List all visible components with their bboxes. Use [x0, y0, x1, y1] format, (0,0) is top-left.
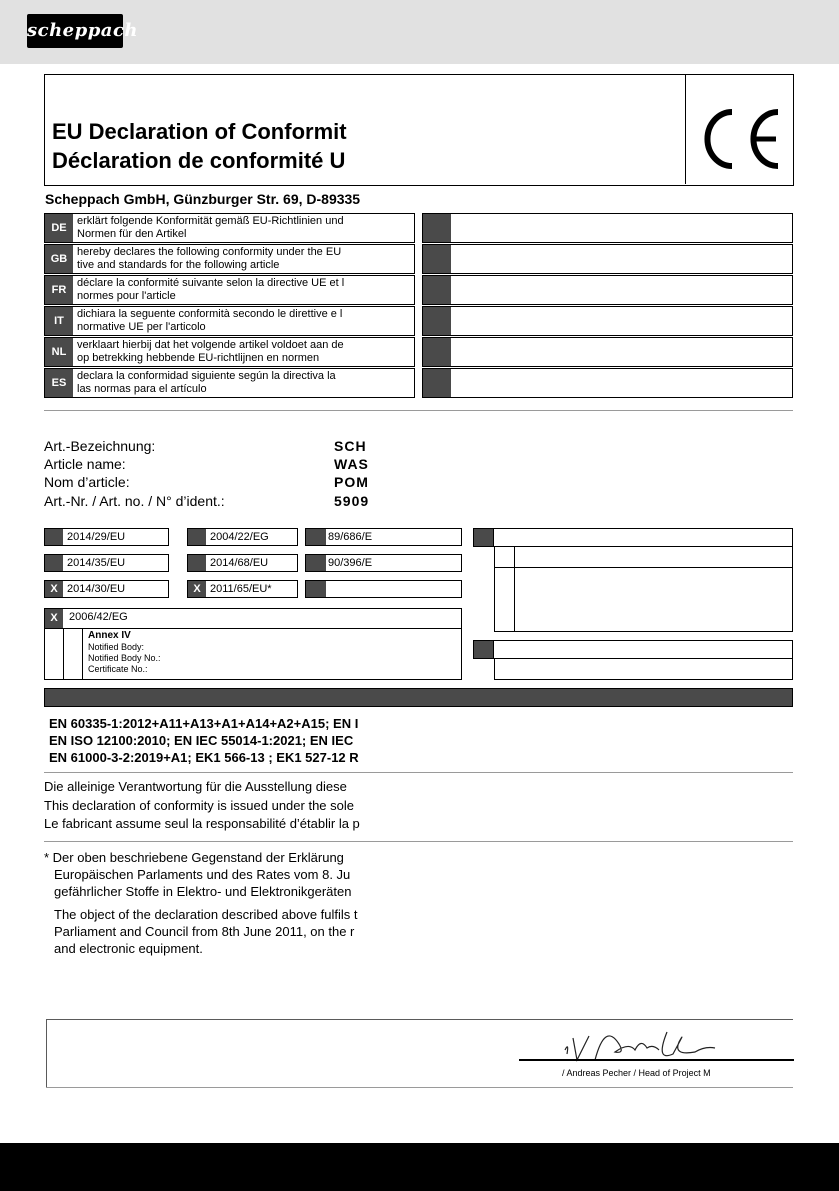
directive-code: 2006/42/EG [69, 611, 128, 623]
responsibility-text: Le fabricant assume seul la responsabilité d’établir la p [44, 816, 360, 831]
lang-row-it [44, 306, 415, 336]
lang-code-square [423, 245, 451, 273]
footnote-text: Europäischen Parlaments und des Rates vom 8. Ju [54, 867, 351, 882]
directive-mark [188, 555, 206, 571]
ce-mark-icon [686, 74, 794, 184]
lang-text-line2: Normen für den Artikel [77, 228, 187, 240]
standards-line: EN ISO 12100:2010; EN IEC 55014-1:2021; EN IEC [49, 733, 354, 748]
article-label: Nom d’article: [44, 474, 130, 490]
directive-mark [306, 581, 326, 597]
article-label: Art.-Nr. / Art. no. / N° d’ident.: [44, 493, 225, 509]
machinery-directive-header [45, 609, 461, 629]
lang-text-line1: declara la conformidad siguiente según la directiva la [77, 370, 336, 382]
divider [44, 841, 793, 842]
divider [46, 1019, 793, 1020]
directive-code: 2014/30/EU [67, 583, 126, 595]
lang-row-right [422, 275, 793, 305]
lang-text-line1: déclare la conformité suivante selon la directive UE et l [77, 277, 345, 289]
company-address: Scheppach GmbH, Günzburger Str. 69, D-89335 [45, 191, 361, 207]
divider [46, 1087, 793, 1088]
divider [44, 772, 793, 773]
directive-mark: X [188, 581, 206, 597]
directive-checkbox [305, 580, 462, 598]
declaration-title-fr: Déclaration de conformité U [52, 148, 346, 173]
directive-checkbox [187, 528, 298, 546]
directive-field [494, 528, 793, 547]
footnote-text: and electronic equipment. [54, 941, 203, 956]
responsibility-text: Die alleinige Verantwortung für die Ausstellung diese [44, 779, 347, 794]
directive-code: 2014/68/EU [210, 557, 269, 569]
lang-text-line2: normative UE per l'articolo [77, 321, 206, 333]
ce-mark-box [685, 74, 794, 184]
lang-text [77, 370, 411, 397]
signature-line [519, 1059, 794, 1061]
directive-code: 2004/22/EG [210, 531, 269, 543]
lang-code: GB [45, 245, 73, 273]
lang-code: FR [45, 276, 73, 304]
directive-checkbox [44, 580, 169, 598]
directive-checkbox [44, 554, 169, 572]
article-value: POM [334, 474, 369, 490]
directive-checkbox [187, 554, 298, 572]
lang-row-fr [44, 275, 415, 305]
directive-mark [45, 529, 63, 545]
article-value: SCH [334, 438, 367, 454]
directive-right-group-2 [473, 640, 793, 680]
article-label: Article name: [44, 456, 126, 472]
lang-row-de [44, 213, 415, 243]
lang-code: ES [45, 369, 73, 397]
directive-checkbox [187, 580, 298, 598]
signature-frame-left [46, 1019, 47, 1087]
footnote-text: * Der oben beschriebene Gegenstand der Erklärung [44, 850, 344, 865]
standards-header-bar [44, 688, 793, 707]
lang-row-gb [44, 244, 415, 274]
lang-code: IT [45, 307, 73, 335]
lang-code: DE [45, 214, 73, 242]
directive-code: 2014/35/EU [67, 557, 126, 569]
lang-row-right [422, 244, 793, 274]
annex-title: Annex IV [88, 630, 131, 641]
directive-code: 89/686/E [328, 531, 373, 543]
annex-checkbox [63, 629, 83, 680]
lang-text-line2: las normas para el artículo [77, 383, 207, 395]
footer-bar [0, 1143, 839, 1191]
directive-checkbox [305, 528, 462, 546]
notified-body-label: Notified Body: [88, 642, 145, 652]
directive-subcheck [494, 547, 515, 632]
directive-mark [306, 529, 326, 545]
responsibility-text: This declaration of conformity is issued under the sole [44, 798, 354, 813]
lang-text-line1: verklaart hierbij dat het volgende artikel voldoet aan de [77, 339, 344, 351]
directive-right-group [473, 528, 793, 632]
standards-line: EN 60335-1:2012+A11+A13+A1+A14+A2+A15; EN I [49, 716, 359, 731]
directive-mark: X [45, 581, 63, 597]
signature-caption: / Andreas Pecher / Head of Project M [562, 1068, 711, 1078]
notified-body-no-label: Notified Body No.: [88, 653, 161, 663]
declaration-title-en: EU Declaration of Conformit [52, 119, 347, 144]
certificate-no-label: Certificate No.: [88, 664, 148, 674]
lang-code-square [423, 214, 451, 242]
signature-scribble-icon [555, 1024, 720, 1064]
machinery-directive-box [44, 608, 462, 680]
lang-text-line1: erklärt folgende Konformität gemäß EU-Richtlinien und [77, 215, 344, 227]
directive-subbox [494, 547, 793, 632]
standards-line: EN 61000-3-2:2019+A1; EK1 566-13 ; EK1 527-12 R [49, 750, 359, 765]
directive-checkbox [44, 528, 169, 546]
directive-mark [188, 529, 206, 545]
lang-text-line2: op betrekking hebbende EU-richtlijnen en normen [77, 352, 320, 364]
lang-text [77, 277, 411, 304]
lang-code: NL [45, 338, 73, 366]
directive-code: 2011/65/EU* [210, 583, 272, 595]
lang-code-square [423, 369, 451, 397]
divider [44, 410, 793, 411]
lang-text [77, 308, 411, 335]
directive-code: 90/396/E [328, 557, 373, 569]
directive-subline [515, 567, 793, 568]
lang-row-right [422, 306, 793, 336]
lang-row-right [422, 368, 793, 398]
annex-details [88, 630, 161, 675]
footnote-text: gefährlicher Stoffe in Elektro- und Elektronikgeräten [54, 884, 352, 899]
lang-text-line1: hereby declares the following conformity under the EU [77, 246, 342, 258]
lang-row-right [422, 213, 793, 243]
lang-text-line2: normes pour l'article [77, 290, 176, 302]
directive-field [494, 659, 793, 680]
article-value: WAS [334, 456, 369, 472]
article-label: Art.-Bezeichnung: [44, 438, 156, 454]
lang-text-line1: dichiara la seguente conformità secondo le direttive e l [77, 308, 343, 320]
lang-row-nl [44, 337, 415, 367]
footnote-text: Parliament and Council from 8th June 2011, on the r [54, 924, 355, 939]
directive-mark [473, 640, 494, 659]
directive-field [494, 640, 793, 659]
lang-code-square [423, 307, 451, 335]
directive-subline [494, 567, 515, 568]
lang-text-line2: tive and standards for the following article [77, 259, 280, 271]
directive-checkbox [305, 554, 462, 572]
directive-code: 2014/29/EU [67, 531, 126, 543]
lang-text [77, 339, 411, 366]
directive-mark: X [45, 609, 63, 628]
lang-text [77, 246, 411, 273]
lang-row-right [422, 337, 793, 367]
article-value: 5909 [334, 493, 370, 509]
lang-code-square [423, 276, 451, 304]
lang-code-square [423, 338, 451, 366]
lang-row-es [44, 368, 415, 398]
directive-mark [473, 528, 494, 547]
directive-mark [306, 555, 326, 571]
directive-mark [45, 555, 63, 571]
scheppach-logo: scheppach [27, 14, 123, 48]
lang-text [77, 215, 411, 242]
footnote-text: The object of the declaration described above fulfils t [54, 907, 358, 922]
